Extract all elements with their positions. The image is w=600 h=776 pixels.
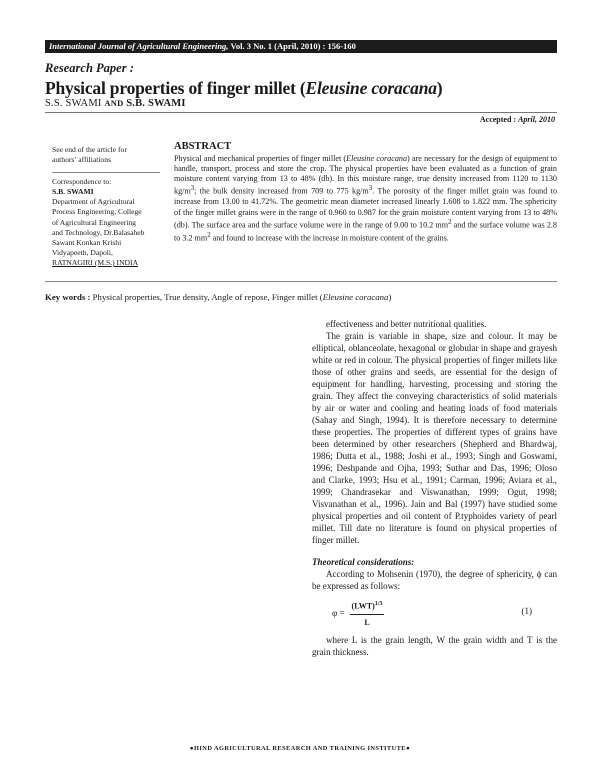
- authors: [45, 98, 186, 109]
- equation-lhs: φ =: [332, 608, 345, 618]
- abstract-fragment: and the surface volume was 2.8 to 3.2 mm: [174, 220, 557, 243]
- accepted-date: [480, 115, 555, 124]
- sphericity-equation: [312, 594, 557, 634]
- body-paragraph: According to Mohsenin (1970), the degree of sphericity, ϕ can be expressed as follows:: [312, 569, 557, 591]
- keywords-label: Key words :: [45, 292, 91, 302]
- address-line: Sawant Konkan Krishi: [52, 237, 122, 247]
- publisher-footer: ●HIND AGRICULTURAL RESEARCH AND TRAINING INSTITUTE●: [189, 745, 411, 752]
- affiliation-sidebar: [52, 145, 164, 268]
- equation-denominator: L: [364, 617, 370, 627]
- author-conjunction: AND: [104, 98, 124, 108]
- numerator-exponent: 1/3: [374, 601, 383, 607]
- equation-numerator: [350, 598, 384, 615]
- address-line: Vidyapeeth, Dapoli,: [52, 247, 113, 257]
- author-second: S.B. SWAMI: [126, 98, 186, 109]
- journal-name: International Journal of Agricultural Engineering,: [49, 41, 229, 51]
- title-species: Eleusine coracana: [305, 78, 437, 98]
- equation-fraction: [350, 598, 384, 629]
- body-paragraph: The grain is variable in shape, size and colour. It may be elliptical, oblanceolate, hexagonal or globular in shape and grayesh white or red in colour. The physical properties of finger millets like those of other grains and seeds, are essential for the design of equipment for handling, harvesting, processing and storing the grain. They affect the conveying characteristics of solid materials by air or water and cooling and heating loads of food materials (Sahay and Singh, 1994). It is therefore necessary to determine these properties. The properties of different types of grains have been determined by other researchers (Shepherd and Bhardwaj, 1986; Dutta et al., 1988; Joshi et al., 1993; Singh and Goswami, 1996; Deshpande and Ojha, 1993; Suthar and Das, 1996; Oloso and Clarke, 1993; Hsu et al., 1991; Carman, 1996; Aviara et al., 1999; Chandrasekar and Viswanathan, 1999; Ogut, 1998; Visvanathan et al., 1996). Jain and Bal (1997) have studied some physical properties and oil content of P.typhoides variety of pearl millet. Till date no literature is found on physical properties of finger millet.: [312, 331, 557, 545]
- body-paragraph: effectiveness and better nutritional qualities.: [326, 319, 487, 329]
- abstract-superscript: 2: [207, 231, 211, 239]
- abstract-superscript: 3: [190, 185, 195, 193]
- abstract-fragment: ; the bulk density increased from 709 to 775 kg/m: [194, 187, 369, 197]
- abstract-superscript: 2: [448, 218, 452, 226]
- numerator-text: (LWT): [351, 601, 375, 611]
- keywords-close: ): [388, 292, 392, 302]
- journal-volume: Vol. 3 No. 1 (April, 2010) : 156-160: [230, 41, 356, 51]
- address-line: Process Engineering, College: [52, 207, 142, 217]
- title-main: Physical properties of finger millet (: [45, 78, 306, 98]
- section-heading: Theoretical considerations:: [312, 557, 415, 567]
- abstract-text: [174, 154, 557, 243]
- sidebar-divider: [52, 172, 160, 173]
- keywords-species: Eleusine coracana: [322, 292, 389, 302]
- paper-type-label: Research Paper :: [45, 61, 134, 75]
- equation-number: (1): [521, 606, 532, 616]
- affiliation-note: [52, 145, 164, 165]
- accepted-label: Accepted :: [479, 115, 517, 124]
- note-line: See end of the article for: [52, 145, 127, 154]
- author-first: S.S. SWAMI: [45, 98, 102, 109]
- abstract-species: Eleusine coracana: [346, 154, 408, 163]
- abstract-fragment: Physical and mechanical properties of finger millet (: [174, 154, 347, 163]
- address-line: of Agricultural Engineering: [52, 217, 136, 227]
- journal-citation: [45, 40, 557, 53]
- keywords-text: Physical properties, True density, Angle of repose, Finger millet (: [90, 292, 323, 302]
- abstract-superscript: 3: [368, 185, 373, 193]
- note-line: authors’ affiliations: [52, 155, 111, 165]
- keywords-line: [45, 292, 391, 302]
- title-close: ): [436, 78, 443, 98]
- abstract-fragment: ) are necessary for the design of equipment to handle, transport, process and store the crop. The physical properties have been evaluated as a function of grain moisture content varying from 13 to 48% (db). In this moisture range, true density increased from 1120 to 1130 kg/m: [174, 154, 557, 197]
- address-line: and Technology, Dr.Balasaheb: [52, 227, 145, 237]
- abstract-fragment: and found to increase with the increase in moisture content of the grains.: [210, 233, 449, 243]
- journal-header-bar: [45, 40, 557, 53]
- body-column: [312, 318, 557, 658]
- correspondence-label: Correspondence to:: [52, 177, 112, 187]
- header-divider: [45, 112, 557, 113]
- abstract-heading: ABSTRACT: [174, 141, 232, 152]
- body-paragraph: where L is the grain length, W the grain width and T is the grain thickness.: [312, 635, 557, 657]
- abstract-fragment: . The porosity of the finger millet grain was found to increase from 13.00 to 41.72%. The geometric mean diameter increased linearly 1.608 to 1.822 mm. The sphericity of the finger millet grains were in the range of 0.960 to 0.987 for the grain moisture content varying from 13 to 48% (db). The surface area and the surface volume were in the range of 9.00 to 10.2 mm: [174, 187, 558, 230]
- abstract-divider: [45, 281, 557, 282]
- correspondence-name: S.B. SWAMI: [52, 187, 94, 197]
- address-line: RATNAGIRI (M.S.) INDIA: [52, 257, 139, 267]
- address-line: Department of Agricultural: [52, 197, 135, 207]
- paper-title: [45, 78, 442, 99]
- accepted-value: April, 2010: [518, 115, 555, 124]
